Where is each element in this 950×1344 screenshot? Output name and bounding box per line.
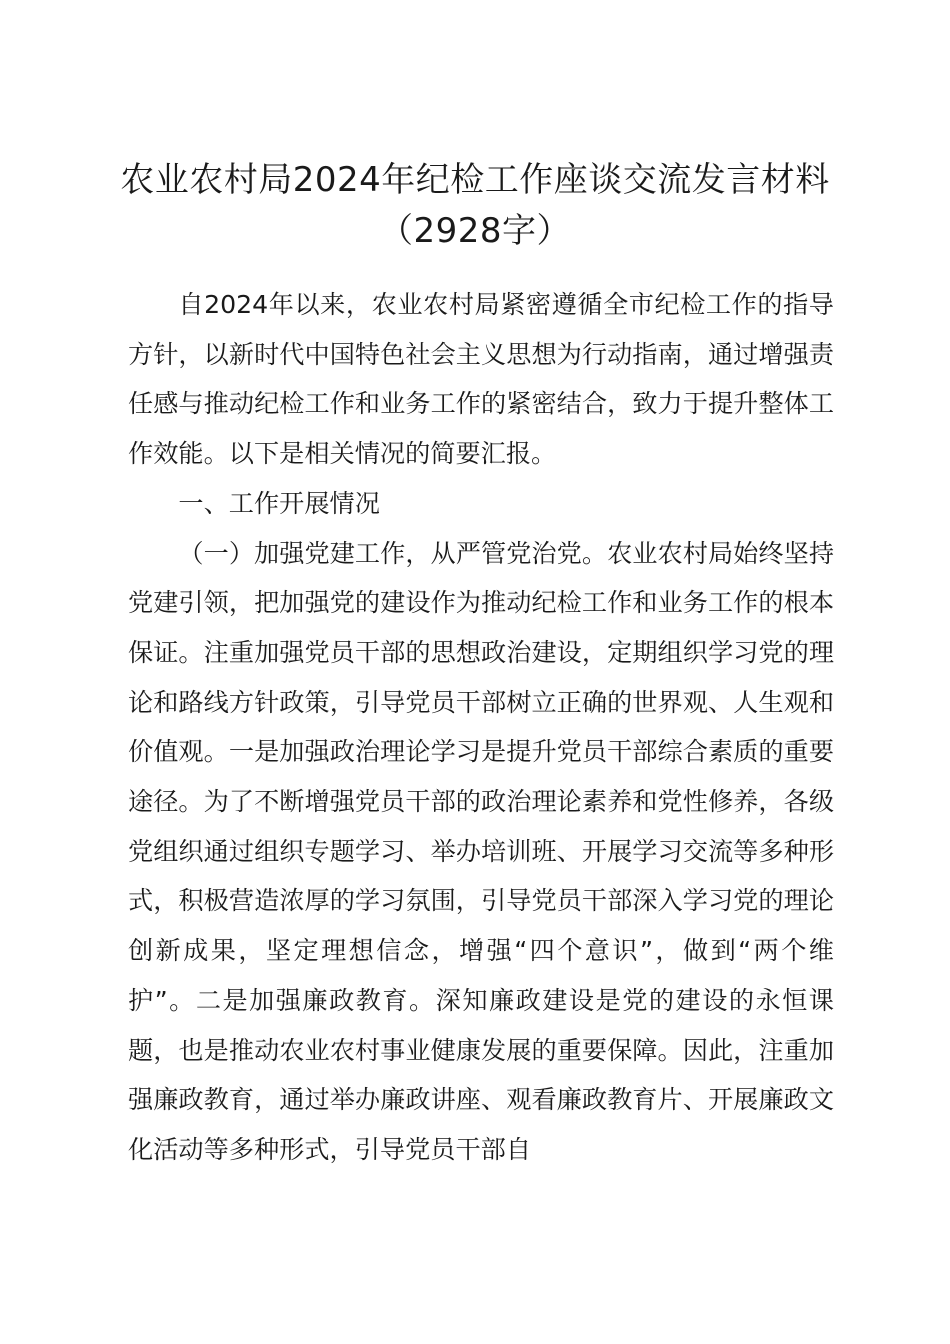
section-heading: 一、工作开展情况 (178, 488, 380, 518)
intro-paragraph: 自2024年以来，农业农村局紧密遵循全市纪检工作的指导方针，以新时代中国特色社会主义思想为行动指南，通过增强责任感与推动纪检工作和业务工作的紧密结合，致力于提升整体工作效能。以下是相关情况的简要汇报。 (128, 290, 834, 469)
document-body (128, 280, 834, 1175)
document-title: 农业农村局2024年纪检工作座谈交流发言材料（2928字） (120, 160, 830, 251)
body-paragraph: （一）加强党建工作，从严管党治党。农业农村局始终坚持党建引领，把加强党的建设作为推动纪检工作和业务工作的根本保证。注重加强党员干部的思想政治建设，定期组织学习党的理论和路线方针政策，引导党员干部树立正确的世界观、人生观和价值观。一是加强政治理论学习是提升党员干部综合素质的重要途径。为了不断增强党员干部的政治理论素养和党性修养，各级党组织通过组织专题学习、举办培训班、开展学习交流等多种形式，积极营造浓厚的学习氛围，引导党员干部深入学习党的理论创新成果，坚定理想信念，增强“四个意识”，做到“两个维护”。二是加强廉政教育。深知廉政建设是党的建设的永恒课题，也是推动农业农村事业健康发展的重要保障。因此，注重加强廉政教育，通过举办廉政讲座、观看廉政教育片、开展廉政文化活动等多种形式，引导党员干部自 (128, 538, 834, 1164)
